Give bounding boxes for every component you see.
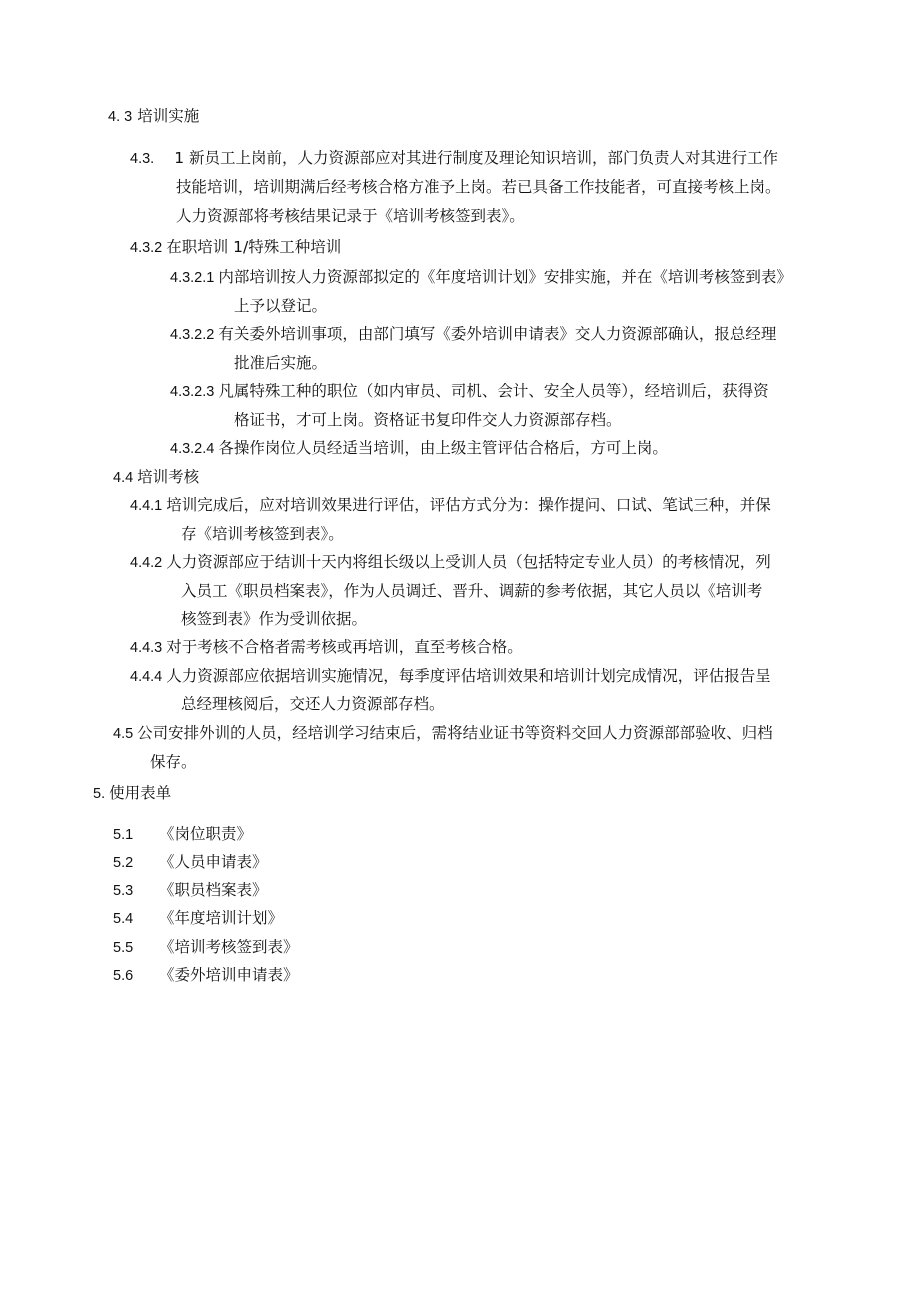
form-list-item — [113, 824, 252, 845]
form-name: 《岗位职责》 — [159, 825, 253, 843]
item-text: 内部培训按人力资源部拟定的《年度培训计划》安排实施，并在《培训考核签到表》 — [218, 268, 792, 286]
item-4-3-2-1-line1 — [170, 267, 792, 288]
section-number: 4. 3 — [108, 109, 133, 125]
paragraph-text: 1 新员工上岗前，人力资源部应对其进行制度及理论知识培训，部门负责人对其进行工作 — [174, 149, 778, 167]
form-number: 5.5 — [113, 940, 134, 956]
item-text: 凡属特殊工种的职位（如内审员、司机、会计、安全人员等），经培训后，获得资 — [218, 382, 769, 400]
paragraph-4-3-1-line1 — [130, 148, 778, 169]
item-number: 4.4.1 — [130, 498, 163, 514]
item-4-4-1-line1 — [130, 495, 771, 516]
section-4-5-line2: 保存。 — [150, 753, 197, 771]
section-text: 公司安排外训的人员，经培训学习结束后，需将结业证书等资料交回人力资源部部验收、归档 — [137, 724, 773, 742]
item-4-4-3-line1 — [130, 637, 523, 658]
item-number: 4.4.2 — [130, 555, 163, 571]
form-name: 《年度培训计划》 — [159, 909, 284, 927]
item-text: 培训完成后，应对培训效果进行评估，评估方式分为：操作提问、口试、笔试三种，并保 — [166, 496, 771, 514]
form-number: 5.4 — [113, 911, 134, 927]
section-heading-4-4 — [113, 467, 199, 488]
section-heading-4-3 — [108, 106, 199, 127]
item-4-4-2-line2: 入员工《职员档案表》，作为人员调迁、晋升、调薪的参考依据，其它人员以《培训考 — [181, 582, 763, 600]
form-list-item — [113, 965, 299, 986]
form-name: 《人员申请表》 — [159, 853, 268, 871]
subsection-number: 4.3.2 — [130, 240, 163, 256]
form-name: 《职员档案表》 — [159, 881, 268, 899]
form-list-item — [113, 908, 283, 929]
section-number: 4.5 — [113, 726, 134, 742]
section-title: 使用表单 — [109, 784, 172, 802]
form-list-item — [113, 880, 268, 901]
item-4-4-2-line1 — [130, 552, 771, 573]
section-4-5-line1 — [113, 723, 773, 744]
form-number: 5.1 — [113, 827, 134, 843]
form-name: 《委外培训申请表》 — [159, 966, 299, 984]
item-number: 4.3.2.3 — [170, 384, 215, 400]
section-title: 培训考核 — [137, 468, 200, 486]
item-number: 4.4.3 — [130, 640, 163, 656]
item-number: 4.4.4 — [130, 669, 163, 685]
paragraph-4-3-1-line2: 技能培训，培训期满后经考核合格方准予上岗。若已具备工作技能者，可直接考核上岗。 — [176, 178, 781, 196]
item-number: 4.3.2.4 — [170, 441, 215, 457]
item-4-4-2-line3: 核签到表》作为受训依据。 — [181, 610, 368, 628]
form-number: 5.2 — [113, 855, 134, 871]
item-text: 有关委外培训事项，由部门填写《委外培训申请表》交人力资源部确认，报总经理 — [218, 325, 777, 343]
item-4-3-2-2-line1 — [170, 324, 776, 345]
item-4-3-2-3-line2: 格证书，才可上岗。资格证书复印件交人力资源部存档。 — [234, 411, 622, 429]
form-list-item — [113, 852, 268, 873]
paragraph-number: 4.3. — [130, 151, 155, 167]
item-4-4-4-line1 — [130, 666, 771, 687]
form-list-item — [113, 937, 299, 958]
item-number: 4.3.2.2 — [170, 327, 215, 343]
section-number: 4.4 — [113, 470, 134, 486]
item-4-3-2-3-line1 — [170, 381, 769, 402]
item-4-4-4-line2: 总经理核阅后，交还人力资源部存档。 — [181, 695, 445, 713]
item-4-4-1-line2: 存《培训考核签到表》。 — [181, 525, 344, 543]
item-text: 人力资源部应依据培训实施情况，每季度评估培训效果和培训计划完成情况，评估报告呈 — [166, 667, 771, 685]
item-text: 对于考核不合格者需考核或再培训，直至考核合格。 — [166, 638, 523, 656]
item-text: 人力资源部应于结训十天内将组长级以上受训人员（包括特定专业人员）的考核情况，列 — [166, 553, 771, 571]
subsection-title: 在职培训 1/特殊工种培训 — [166, 238, 342, 256]
section-title: 培训实施 — [137, 107, 200, 125]
item-4-3-2-1-line2: 上予以登记。 — [234, 297, 328, 315]
form-number: 5.6 — [113, 968, 134, 984]
item-4-3-2-2-line2: 批准后实施。 — [234, 354, 328, 372]
form-number: 5.3 — [113, 883, 134, 899]
subsection-heading-4-3-2 — [130, 237, 341, 258]
form-name: 《培训考核签到表》 — [159, 938, 299, 956]
item-text: 各操作岗位人员经适当培训，由上级主管评估合格后，方可上岗。 — [218, 439, 668, 457]
section-number: 5. — [93, 786, 106, 802]
item-4-3-2-4-line1 — [170, 438, 668, 459]
paragraph-4-3-1-line3: 人力资源部将考核结果记录于《培训考核签到表》。 — [176, 207, 525, 225]
section-heading-5 — [93, 783, 171, 804]
item-number: 4.3.2.1 — [170, 270, 215, 286]
